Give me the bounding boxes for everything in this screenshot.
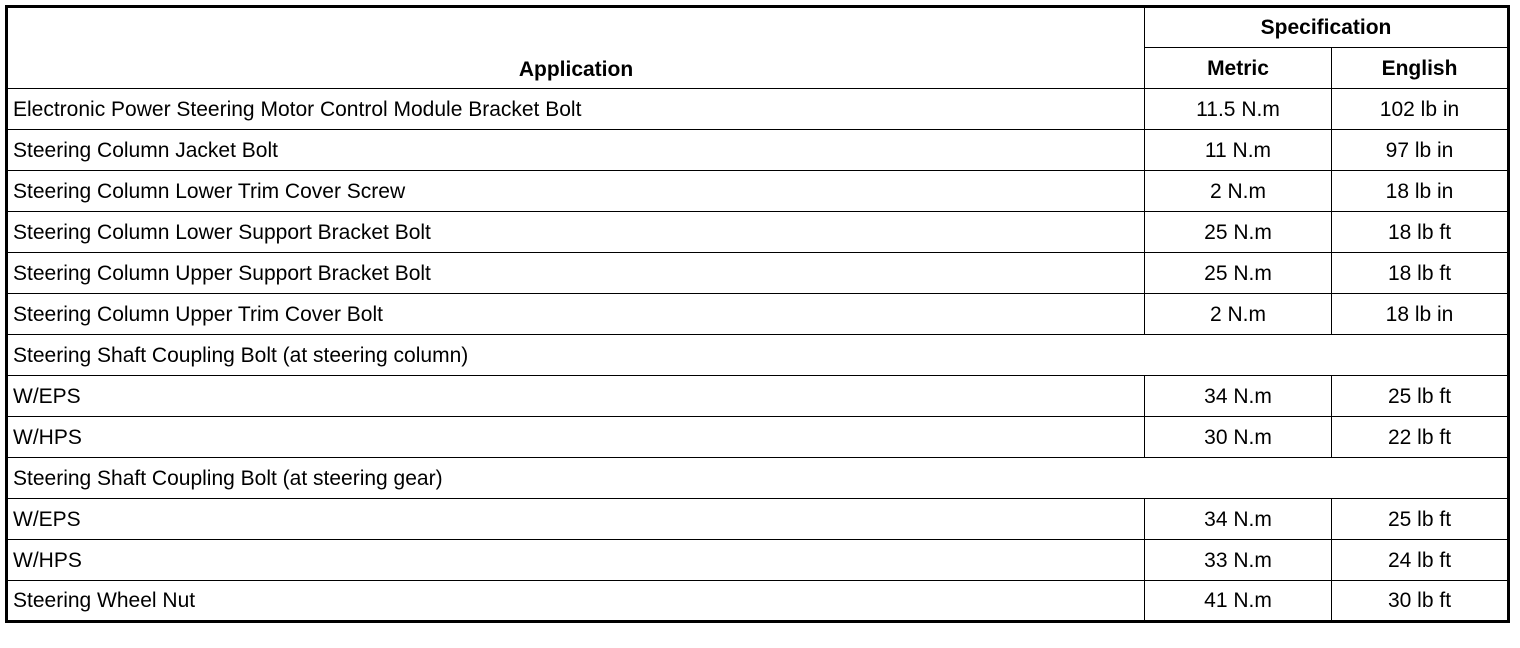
table-row bbox=[7, 417, 1509, 458]
metric-value-cell: 33 N.m bbox=[1145, 540, 1332, 581]
application-cell: Steering Column Lower Trim Cover Screw bbox=[7, 171, 1145, 212]
application-header: Application bbox=[7, 7, 1145, 89]
metric-value-cell: 30 N.m bbox=[1145, 417, 1332, 458]
torque-spec-table bbox=[5, 5, 1510, 623]
application-cell: Steering Column Upper Trim Cover Bolt bbox=[7, 294, 1145, 335]
english-value-cell: 97 lb in bbox=[1332, 130, 1509, 171]
english-value-cell: 25 lb ft bbox=[1332, 499, 1509, 540]
metric-header: Metric bbox=[1145, 48, 1332, 89]
english-value-cell: 102 lb in bbox=[1332, 89, 1509, 130]
application-cell: Steering Column Jacket Bolt bbox=[7, 130, 1145, 171]
english-value-cell: 25 lb ft bbox=[1332, 376, 1509, 417]
table-row bbox=[7, 581, 1509, 622]
english-value-cell: 22 lb ft bbox=[1332, 417, 1509, 458]
application-cell: W/HPS bbox=[7, 540, 1145, 581]
table-row bbox=[7, 294, 1509, 335]
table-row bbox=[7, 376, 1509, 417]
english-value-cell: 18 lb in bbox=[1332, 171, 1509, 212]
english-value-cell: 18 lb ft bbox=[1332, 212, 1509, 253]
table-row bbox=[7, 130, 1509, 171]
table-row bbox=[7, 540, 1509, 581]
table-row bbox=[7, 458, 1509, 499]
application-cell: W/EPS bbox=[7, 376, 1145, 417]
table-row bbox=[7, 335, 1509, 376]
english-header: English bbox=[1332, 48, 1509, 89]
application-cell: Steering Column Lower Support Bracket Bolt bbox=[7, 212, 1145, 253]
metric-value-cell: 2 N.m bbox=[1145, 294, 1332, 335]
application-cell: Steering Wheel Nut bbox=[7, 581, 1145, 622]
english-value-cell: 18 lb in bbox=[1332, 294, 1509, 335]
application-cell: Electronic Power Steering Motor Control Module Bracket Bolt bbox=[7, 89, 1145, 130]
table-body bbox=[7, 89, 1509, 622]
english-value-cell: 18 lb ft bbox=[1332, 253, 1509, 294]
metric-value-cell: 41 N.m bbox=[1145, 581, 1332, 622]
metric-value-cell: 34 N.m bbox=[1145, 376, 1332, 417]
table-row bbox=[7, 499, 1509, 540]
metric-value-cell: 34 N.m bbox=[1145, 499, 1332, 540]
table-row bbox=[7, 212, 1509, 253]
table-row bbox=[7, 253, 1509, 294]
application-cell: W/EPS bbox=[7, 499, 1145, 540]
section-heading-cell: Steering Shaft Coupling Bolt (at steering column) bbox=[7, 335, 1509, 376]
metric-value-cell: 11 N.m bbox=[1145, 130, 1332, 171]
metric-value-cell: 11.5 N.m bbox=[1145, 89, 1332, 130]
table-row bbox=[7, 89, 1509, 130]
application-cell: Steering Column Upper Support Bracket Bolt bbox=[7, 253, 1145, 294]
metric-value-cell: 25 N.m bbox=[1145, 253, 1332, 294]
header-row-top bbox=[7, 7, 1509, 48]
english-value-cell: 30 lb ft bbox=[1332, 581, 1509, 622]
metric-value-cell: 2 N.m bbox=[1145, 171, 1332, 212]
section-heading-cell: Steering Shaft Coupling Bolt (at steering gear) bbox=[7, 458, 1509, 499]
specification-header: Specification bbox=[1145, 7, 1509, 48]
english-value-cell: 24 lb ft bbox=[1332, 540, 1509, 581]
metric-value-cell: 25 N.m bbox=[1145, 212, 1332, 253]
application-cell: W/HPS bbox=[7, 417, 1145, 458]
table-row bbox=[7, 171, 1509, 212]
table-header bbox=[7, 7, 1509, 89]
